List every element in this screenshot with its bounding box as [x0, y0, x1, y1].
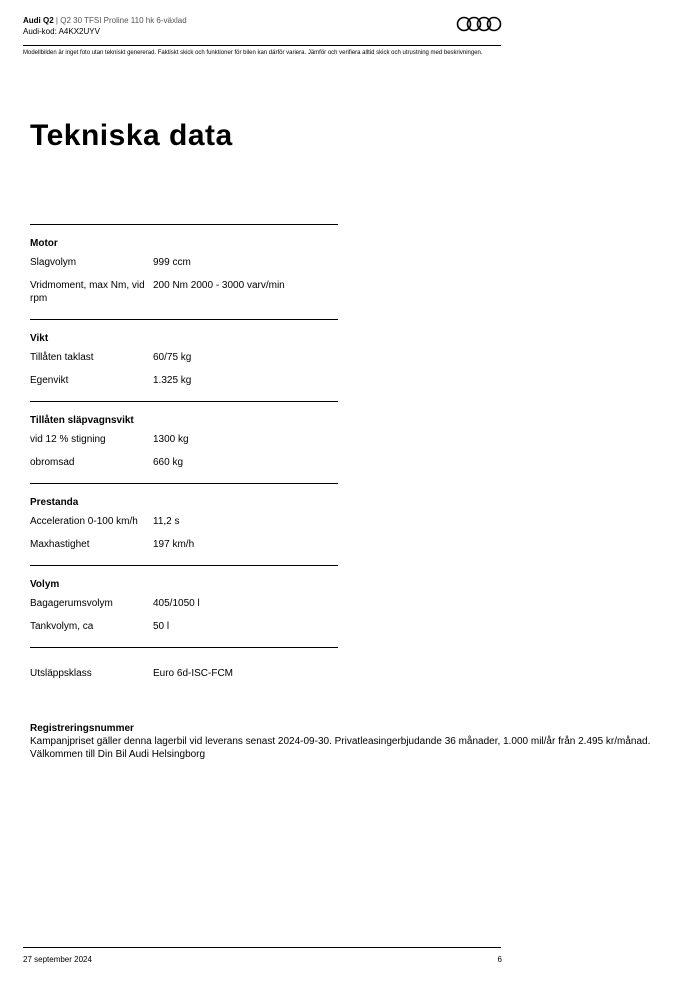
- section-title: Tillåten släpvagnsvikt: [30, 415, 134, 426]
- page-title: Tekniska data: [30, 119, 233, 152]
- header-divider: [23, 45, 501, 46]
- spec-row: [30, 351, 338, 364]
- spec-value: 11,2 s: [153, 516, 180, 527]
- model-name: Audi Q2: [23, 16, 54, 25]
- spec-value: 999 ccm: [153, 257, 191, 268]
- spec-row: [30, 256, 338, 269]
- spec-label: Vridmoment, max Nm, vid rpm: [30, 280, 145, 304]
- page-number: 6: [497, 955, 502, 964]
- footer-divider: [23, 947, 501, 948]
- spec-row: [30, 433, 338, 446]
- section-prestanda: [30, 483, 338, 565]
- header-model-line: [23, 16, 187, 26]
- spec-value: 1.325 kg: [153, 375, 192, 386]
- spec-row: [30, 667, 338, 680]
- spec-value: 660 kg: [153, 457, 184, 468]
- spec-row: [30, 515, 338, 528]
- audi-code: Audi-kod: A4KX2UYV: [23, 27, 100, 36]
- spec-row: [30, 620, 338, 633]
- registration-text: Kampanjpriset gäller denna lagerbil vid leverans senast 2024-09-30. Privatleasingerbjudande 36 månader, 1.000 mil/år från 2.495 kr/månad. Välkommen till Din Bil Audi Helsingborg: [30, 736, 651, 760]
- section-title: Motor: [30, 238, 58, 249]
- spec-label: Tillåten taklast: [30, 352, 94, 363]
- section-volym: [30, 565, 338, 647]
- section-emission: [30, 647, 338, 680]
- spec-row: [30, 456, 338, 469]
- spec-value: 60/75 kg: [153, 352, 192, 363]
- spec-label: Acceleration 0-100 km/h: [30, 516, 138, 527]
- spec-row: [30, 374, 338, 387]
- section-title: Volym: [30, 579, 60, 590]
- disclaimer: Modellbilden är inget foto utan tekniskt genererad. Faktiskt skick och funktioner för bilen kan därför variera. Jämför och verifiera alltid skick och utrustning med beskrivningen.: [23, 50, 483, 56]
- spec-table: [30, 224, 338, 690]
- spec-value: 197 km/h: [153, 539, 195, 550]
- section-title: Vikt: [30, 333, 49, 344]
- spec-label: Bagagerumsvolym: [30, 598, 113, 609]
- spec-label: Maxhastighet: [30, 539, 90, 550]
- spec-label: Egenvikt: [30, 375, 69, 386]
- spec-row: [30, 279, 338, 305]
- section-slapvagnsvikt: [30, 401, 338, 483]
- spec-label: vid 12 % stigning: [30, 434, 106, 445]
- spec-label: Tankvolym, ca: [30, 621, 94, 632]
- spec-value: 1300 kg: [153, 434, 189, 445]
- model-separator: |: [55, 16, 58, 25]
- spec-label: obromsad: [30, 457, 75, 468]
- section-title: Prestanda: [30, 497, 79, 508]
- spec-row: [30, 597, 338, 610]
- section-motor: [30, 224, 338, 319]
- registration-title: Registreringsnummer: [30, 723, 134, 734]
- registration-block: [30, 722, 670, 761]
- spec-value: 405/1050 l: [153, 598, 200, 609]
- spec-row: [30, 538, 338, 551]
- audi-rings-icon: [455, 14, 503, 34]
- spec-value: Euro 6d-ISC-FCM: [153, 668, 234, 679]
- spec-label: Slagvolym: [30, 257, 77, 268]
- model-detail: Q2 30 TFSI Proline 110 hk 6-växlad: [60, 16, 187, 25]
- spec-value: 200 Nm 2000 - 3000 varv/min: [153, 280, 285, 291]
- spec-label: Utsläppsklass: [30, 668, 92, 679]
- section-vikt: [30, 319, 338, 401]
- footer-date: 27 september 2024: [23, 955, 92, 964]
- spec-value: 50 l: [153, 621, 170, 632]
